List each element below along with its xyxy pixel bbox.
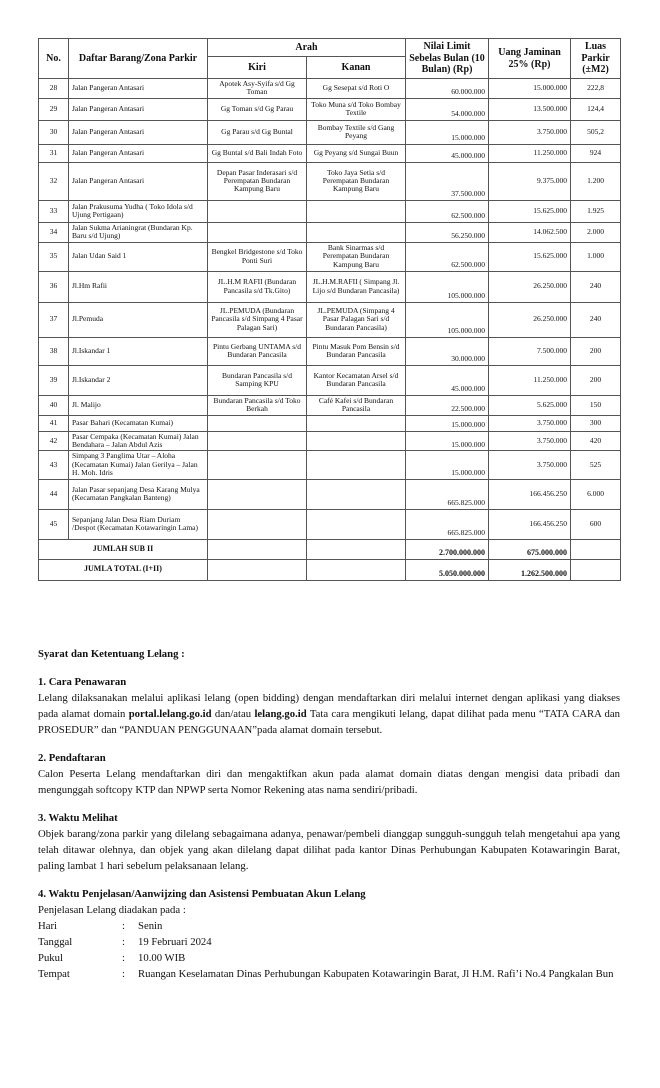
- cell-kanan: Bombay Textile s/d Gang Peyang: [307, 120, 406, 144]
- sub-total-row: [39, 539, 621, 559]
- section-pendaftaran: [38, 750, 620, 798]
- cell-uang-jaminan: 15.000.000: [489, 79, 571, 99]
- cell-no: 34: [39, 222, 69, 242]
- cell-kanan: [307, 451, 406, 479]
- cell-uang-jaminan: 15.625.000: [489, 242, 571, 271]
- header-arah: Arah: [208, 39, 406, 57]
- cell-nilai-limit: 45.000.000: [406, 144, 489, 162]
- cell-zone-name: Jl.Pemuda: [69, 302, 208, 337]
- hari-value: Senin: [138, 920, 163, 932]
- table-row: [39, 120, 621, 144]
- cell-nilai-limit: 37.500.000: [406, 162, 489, 200]
- cell-no: 41: [39, 415, 69, 431]
- cell-luas-parkir: 1.000: [571, 242, 621, 271]
- tempat-label: Tempat: [38, 968, 70, 980]
- header-no: No.: [39, 39, 69, 79]
- sub-total-empty-luas: [571, 539, 621, 559]
- hari-colon: :: [122, 920, 125, 932]
- cell-kiri: Gg Toman s/d Gg Parau: [208, 98, 307, 120]
- cell-kiri: [208, 222, 307, 242]
- cell-uang-jaminan: 3.750.000: [489, 431, 571, 451]
- section-2-heading: 2. Pendaftaran: [38, 752, 106, 764]
- cell-no: 29: [39, 98, 69, 120]
- cell-uang-jaminan: 3.750.000: [489, 120, 571, 144]
- table-row: [39, 242, 621, 271]
- sub-total-label: JUMLAH SUB II: [39, 539, 208, 559]
- cell-zone-name: Jl.Iskandar 1: [69, 337, 208, 365]
- cell-nilai-limit: 15.000.000: [406, 415, 489, 431]
- cell-no: 31: [39, 144, 69, 162]
- cell-nilai-limit: 105.000.000: [406, 302, 489, 337]
- section-4-intro: Penjelasan Lelang diadakan pada :: [38, 904, 186, 916]
- cell-kanan: JL.PEMUDA (Simpang 4 Pasar Palagan Sari s/d Bundaran Pancasila): [307, 302, 406, 337]
- info-row-pukul: [38, 950, 620, 966]
- cell-uang-jaminan: 13.500.000: [489, 98, 571, 120]
- cell-kanan: Toko Jaya Setia s/d Perempatan Bundaran Kampung Baru: [307, 162, 406, 200]
- cell-uang-jaminan: 14.062.500: [489, 222, 571, 242]
- tanggal-label: Tanggal: [38, 936, 73, 948]
- cell-uang-jaminan: 11.250.000: [489, 365, 571, 395]
- cell-luas-parkir: 150: [571, 395, 621, 415]
- table-row: [39, 222, 621, 242]
- section-waktu-penjelasan: [38, 886, 620, 982]
- cell-zone-name: Jl.Iskandar 2: [69, 365, 208, 395]
- auction-items-table: [38, 38, 621, 581]
- info-row-tempat: [38, 966, 620, 982]
- cell-luas-parkir: 924: [571, 144, 621, 162]
- cell-no: 40: [39, 395, 69, 415]
- cell-uang-jaminan: 7.500.000: [489, 337, 571, 365]
- cell-luas-parkir: 240: [571, 302, 621, 337]
- section-waktu-melihat: [38, 810, 620, 874]
- tanggal-value: 19 Februari 2024: [138, 936, 212, 948]
- cell-nilai-limit: 60.000.000: [406, 79, 489, 99]
- tempat-value: Ruangan Keselamatan Dinas Perhubungan Kabupaten Kotawaringin Barat, Jl H.M. Rafi’i No.4 Pangkalan Bun: [138, 968, 614, 980]
- cell-no: 45: [39, 509, 69, 539]
- cell-uang-jaminan: 3.750.000: [489, 451, 571, 479]
- cell-zone-name: Sepanjang Jalan Desa Riam Duriam /Despot (Kecamatan Kotawaringin Lama): [69, 509, 208, 539]
- cell-luas-parkir: 300: [571, 415, 621, 431]
- cell-kanan: Kantor Kecamatan Arsel s/d Bundaran Pancasila: [307, 365, 406, 395]
- grand-total-empty-luas: [571, 559, 621, 580]
- cell-kiri: Pintu Gerbang UNTAMA s/d Bundaran Pancasila: [208, 337, 307, 365]
- section-2-text: Calon Peserta Lelang mendaftarkan diri dan mengaktifkan akun pada alamat domain diatas dengan mengisi data pribadi dan mengunggah softcopy KTP dan NPWP serta Nomor Rekening atas nama sendiri/pribadi.: [38, 768, 620, 796]
- cell-nilai-limit: 665.825.000: [406, 509, 489, 539]
- cell-no: 39: [39, 365, 69, 395]
- tempat-colon: :: [122, 968, 125, 980]
- cell-kanan: [307, 431, 406, 451]
- cell-nilai-limit: 54.000.000: [406, 98, 489, 120]
- cell-luas-parkir: 525: [571, 451, 621, 479]
- cell-kanan: Pintu Masuk Pom Bensin s/d Bundaran Pancasila: [307, 337, 406, 365]
- cell-kiri: [208, 431, 307, 451]
- cell-nilai-limit: 22.500.000: [406, 395, 489, 415]
- sub-total-uang: 675.000.000: [489, 539, 571, 559]
- cell-zone-name: Jalan Pangeran Antasari: [69, 144, 208, 162]
- table-row: [39, 451, 621, 479]
- cell-nilai-limit: 62.500.000: [406, 242, 489, 271]
- cell-zone-name: Jalan Pasar sepanjang Desa Karang Mulya (Kecamatan Pangkalan Banteng): [69, 479, 208, 509]
- cell-zone-name: Jalan Sukma Aria​ningrat (Bundaran Kp. Baru s/d Ujung): [69, 222, 208, 242]
- cell-kanan: Gg Sesepat s/d Roti O: [307, 79, 406, 99]
- cell-no: 43: [39, 451, 69, 479]
- cell-kiri: JL.H.M RAFII (Bundaran Pancasila s/d Tk.Gito): [208, 271, 307, 302]
- table-row: [39, 509, 621, 539]
- cell-luas-parkir: 420: [571, 431, 621, 451]
- cell-nilai-limit: 15.000.000: [406, 120, 489, 144]
- cell-kiri: [208, 451, 307, 479]
- grand-total-empty-kanan: [307, 559, 406, 580]
- cell-zone-name: Jalan Prakusuma Yudha ( Toko Idola s/d Ujung Pertigaan): [69, 200, 208, 222]
- cell-nilai-limit: 30.000.000: [406, 337, 489, 365]
- cell-kiri: Depan Pasar Inderasari s/d Perempatan Bundaran Kampung Baru: [208, 162, 307, 200]
- section-1-text-part1: Lelang dilaksanakan melalui aplikasi lelang (open bidding) dengan mendaftarkan diri melalui internet dengan aplikasi yang diakses pada alamat domain: [38, 692, 620, 720]
- cell-kanan: Gg Peyang s/d Sungai Buun: [307, 144, 406, 162]
- table-row: [39, 144, 621, 162]
- cell-kiri: JL.PEMUDA (Bundaran Pancasila s/d Simpang 4 Pasar Palagan Sari): [208, 302, 307, 337]
- section-4-heading: 4. Waktu Penjelasan/Aanwijzing dan Asistensi Pembuatan Akun Lelang: [38, 888, 366, 900]
- sub-total-nilai: 2.700.000.000: [406, 539, 489, 559]
- table-row: [39, 431, 621, 451]
- cell-kiri: Gg Buntal s/d Bali Indah Foto: [208, 144, 307, 162]
- table-row: [39, 271, 621, 302]
- cell-no: 38: [39, 337, 69, 365]
- cell-kanan: [307, 509, 406, 539]
- cell-kiri: Apotek Asy-Syifa s/d Gg Toman: [208, 79, 307, 99]
- table-row: [39, 337, 621, 365]
- header-kiri: Kiri: [208, 57, 307, 79]
- cell-nilai-limit: 62.500.000: [406, 200, 489, 222]
- cell-kanan: [307, 222, 406, 242]
- cell-kiri: Bundaran Pancasila s/d Toko Berkah: [208, 395, 307, 415]
- cell-kiri: [208, 415, 307, 431]
- cell-nilai-limit: 665.825.000: [406, 479, 489, 509]
- cell-luas-parkir: 240: [571, 271, 621, 302]
- cell-zone-name: Jalan Pangeran Antasari: [69, 79, 208, 99]
- table-row: [39, 479, 621, 509]
- cell-kiri: [208, 200, 307, 222]
- cell-uang-jaminan: 26.250.000: [489, 302, 571, 337]
- cell-zone-name: Jalan Pangeran Antasari: [69, 98, 208, 120]
- cell-luas-parkir: 505,2: [571, 120, 621, 144]
- grand-total-row: [39, 559, 621, 580]
- cell-nilai-limit: 15.000.000: [406, 431, 489, 451]
- table-row: [39, 200, 621, 222]
- cell-uang-jaminan: 11.250.000: [489, 144, 571, 162]
- cell-nilai-limit: 45.000.000: [406, 365, 489, 395]
- grand-total-empty-kiri: [208, 559, 307, 580]
- hari-label: Hari: [38, 920, 57, 932]
- cell-kanan: Bank Sinarmas s/d Perempatan Bundaran Kampung Baru: [307, 242, 406, 271]
- cell-kiri: [208, 479, 307, 509]
- table-row: [39, 302, 621, 337]
- cell-zone-name: Pasar Bahari (Kecamatan Kumai): [69, 415, 208, 431]
- portal-domain-link: portal.lelang.go.id: [128, 708, 212, 720]
- cell-luas-parkir: 6.000: [571, 479, 621, 509]
- grand-total-label: JUMLA TOTAL (I+II): [39, 559, 208, 580]
- cell-uang-jaminan: 5.625.000: [489, 395, 571, 415]
- cell-uang-jaminan: 26.250.000: [489, 271, 571, 302]
- cell-luas-parkir: 1.925: [571, 200, 621, 222]
- section-3-text: Objek barang/zona parkir yang dilelang sebagaimana adanya, penawar/pembeli dianggap sungguh-sungguh telah mengetahui apa yang telah ditawar olehnya, dan objek yang akan dilelang dapat dilihat pada kantor Dinas Perhubungan Kabupaten Kotawaringin Barat, paling lambat 1 hari sebelum pelaksanaan lelang.: [38, 828, 620, 872]
- cell-luas-parkir: 2.000: [571, 222, 621, 242]
- cell-no: 35: [39, 242, 69, 271]
- cell-luas-parkir: 600: [571, 509, 621, 539]
- cell-nilai-limit: 105.000.000: [406, 271, 489, 302]
- cell-nilai-limit: 56.250.000: [406, 222, 489, 242]
- cell-kanan: [307, 415, 406, 431]
- cell-no: 42: [39, 431, 69, 451]
- cell-no: 28: [39, 79, 69, 99]
- grand-total-nilai: 5.050.000.000: [406, 559, 489, 580]
- table-row: [39, 365, 621, 395]
- cell-luas-parkir: 124,4: [571, 98, 621, 120]
- cell-zone-name: Simpang 3 Panglima Utar – Aloha (Kecamatan Kumai) Jalan Gerilya – Jalan H. Moh. Idris: [69, 451, 208, 479]
- cell-kanan: [307, 200, 406, 222]
- cell-uang-jaminan: 3.750.000: [489, 415, 571, 431]
- cell-kanan: [307, 479, 406, 509]
- cell-kanan: JL.H.M.RAFII ( Simpang Jl. Lijo s/d Bundaran Pancasila): [307, 271, 406, 302]
- cell-no: 37: [39, 302, 69, 337]
- grand-total-uang: 1.262.500.000: [489, 559, 571, 580]
- cell-no: 30: [39, 120, 69, 144]
- cell-kiri: Gg Parau s/d Gg Buntal: [208, 120, 307, 144]
- cell-kiri: [208, 509, 307, 539]
- cell-zone-name: Jalan Udan Said 1: [69, 242, 208, 271]
- section-cara-penawaran: [38, 674, 620, 738]
- pukul-label: Pukul: [38, 952, 63, 964]
- header-luas: Luas Parkir (±M2): [571, 39, 621, 79]
- cell-luas-parkir: 200: [571, 365, 621, 395]
- cell-zone-name: Jl. Malijo: [69, 395, 208, 415]
- tanggal-colon: :: [122, 936, 125, 948]
- cell-luas-parkir: 222,8: [571, 79, 621, 99]
- cell-no: 36: [39, 271, 69, 302]
- table-row: [39, 98, 621, 120]
- cell-luas-parkir: 200: [571, 337, 621, 365]
- header-daftar: Daftar Barang/Zona Parkir: [69, 39, 208, 79]
- header-kanan: Kanan: [307, 57, 406, 79]
- table-row: [39, 79, 621, 99]
- table-body: [39, 79, 621, 540]
- table-row: [39, 395, 621, 415]
- cell-uang-jaminan: 166.456.250: [489, 479, 571, 509]
- sub-total-empty-kanan: [307, 539, 406, 559]
- cell-kanan: Café Kafei s/d Bundaran Pancasila: [307, 395, 406, 415]
- cell-uang-jaminan: 15.625.000: [489, 200, 571, 222]
- pukul-colon: :: [122, 952, 125, 964]
- section-3-heading: 3. Waktu Melihat: [38, 812, 118, 824]
- header-nilai: Nilai Limit Sebelas Bulan (10 Bulan) (Rp): [406, 39, 489, 79]
- cell-nilai-limit: 15.000.000: [406, 451, 489, 479]
- cell-no: 32: [39, 162, 69, 200]
- header-uang: Uang Jaminan 25% (Rp): [489, 39, 571, 79]
- info-row-hari: [38, 918, 620, 934]
- cell-kiri: Bundaran Pancasila s/d Samping KPU: [208, 365, 307, 395]
- section-1-text-part2: dan/atau: [211, 708, 255, 720]
- cell-zone-name: Jl.Hm Rafii: [69, 271, 208, 302]
- pukul-value: 10.00 WIB: [138, 952, 186, 964]
- cell-kiri: Bengkel Bridgestone s/d Toko Ponti Suri: [208, 242, 307, 271]
- cell-zone-name: Jalan Pangeran Antasari: [69, 162, 208, 200]
- info-row-tanggal: [38, 934, 620, 950]
- section-1-text: [38, 690, 620, 738]
- section-1-heading: 1. Cara Penawaran: [38, 676, 127, 688]
- cell-zone-name: Pasar Cempaka (Kecamatan Kumai) Jalan Bendahara – Jalan Abdul Azis: [69, 431, 208, 451]
- section-1-text-part3: Tata cara mengikuti lelang, dapat dilihat pada menu “TATA CARA dan PROSEDUR” dan “PANDUAN PENGGUNAAN”pada alamat domain tersebut.: [38, 708, 620, 736]
- sub-total-empty-kiri: [208, 539, 307, 559]
- table-row: [39, 415, 621, 431]
- auction-terms: [38, 646, 620, 994]
- lelang-domain-link: lelang.go.id: [254, 708, 307, 720]
- cell-uang-jaminan: 9.375.000: [489, 162, 571, 200]
- cell-no: 44: [39, 479, 69, 509]
- cell-uang-jaminan: 166.456.250: [489, 509, 571, 539]
- cell-zone-name: Jalan Pangeran Antasari: [69, 120, 208, 144]
- cell-luas-parkir: 1.200: [571, 162, 621, 200]
- cell-no: 33: [39, 200, 69, 222]
- table-row: [39, 162, 621, 200]
- cell-kanan: Toko Muna s/d Toko Bombay Textile: [307, 98, 406, 120]
- terms-title: Syarat dan Ketentuang Lelang :: [38, 648, 185, 660]
